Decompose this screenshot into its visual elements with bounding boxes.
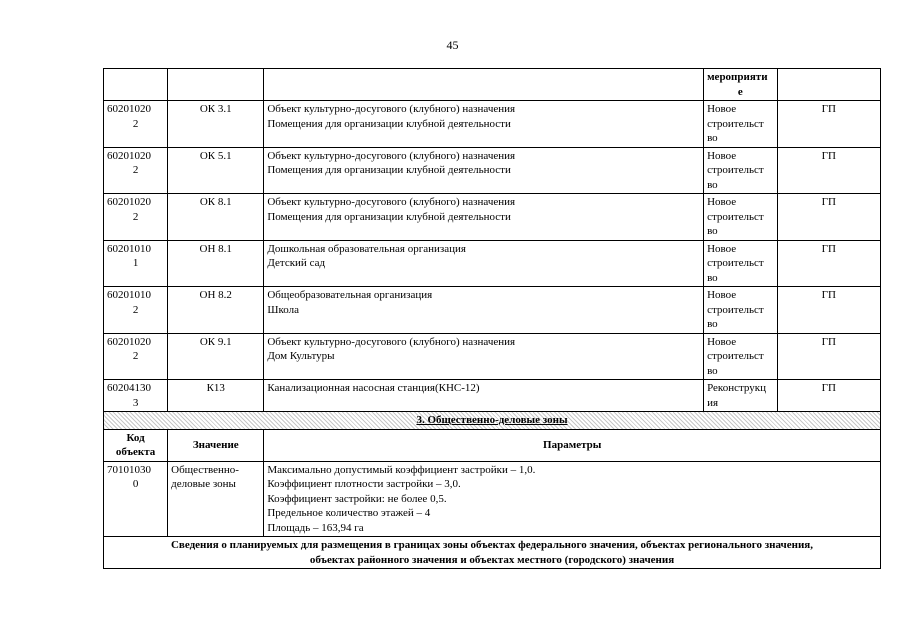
continuation-header-row	[104, 69, 881, 101]
header-cell-empty	[264, 69, 704, 101]
zone-params-header: Параметры	[264, 429, 881, 461]
header-cell-empty	[168, 69, 264, 101]
object-id-cell: К13	[168, 380, 264, 412]
object-name-cell: Объект культурно-досугового (клубного) назначения Дом Культуры	[264, 333, 704, 380]
table-row	[104, 333, 881, 380]
object-code-cell: 60201020 2	[104, 194, 168, 241]
object-code-cell: 60201020 2	[104, 101, 168, 148]
zone-row	[104, 461, 881, 537]
object-status-cell: Новое строительст во	[704, 287, 777, 334]
object-id-cell: ОК 8.1	[168, 194, 264, 241]
planning-table	[103, 68, 881, 569]
zone-code-cell: 70101030 0	[104, 461, 168, 537]
object-status-cell: Новое строительст во	[704, 101, 777, 148]
object-status-cell: Новое строительст во	[704, 147, 777, 194]
object-status-cell: Новое строительст во	[704, 194, 777, 241]
object-name-cell: Объект культурно-досугового (клубного) назначения Помещения для организации клубной деятельности	[264, 194, 704, 241]
zone-params-cell	[264, 461, 881, 537]
object-code-cell: 60204130 3	[104, 380, 168, 412]
table-row	[104, 194, 881, 241]
object-source-cell: ГП	[777, 147, 880, 194]
table-row	[104, 240, 881, 287]
object-source-cell: ГП	[777, 240, 880, 287]
object-id-cell: ОН 8.2	[168, 287, 264, 334]
object-id-cell: ОН 8.1	[168, 240, 264, 287]
table-row	[104, 147, 881, 194]
object-status-cell: Реконструкц ия	[704, 380, 777, 412]
object-status-cell: Новое строительст во	[704, 240, 777, 287]
object-id-cell: ОК 9.1	[168, 333, 264, 380]
zone-param-line: Площадь – 163,94 га	[267, 521, 364, 534]
object-name-cell: Общеобразовательная организация Школа	[264, 287, 704, 334]
object-source-cell: ГП	[777, 101, 880, 148]
object-name-cell: Объект культурно-досугового (клубного) назначения Помещения для организации клубной деятельности	[264, 101, 704, 148]
table-row	[104, 380, 881, 412]
table-row	[104, 101, 881, 148]
section-title-row	[104, 412, 881, 430]
header-cell-event: мероприяти е	[704, 69, 777, 101]
zone-param-line: Коэффициент плотности застройки – 3,0.	[267, 478, 461, 490]
object-name-cell: Объект культурно-досугового (клубного) назначения Помещения для организации клубной деятельности	[264, 147, 704, 194]
object-code-cell: 60201020 2	[104, 147, 168, 194]
zone-param-line: Максимально допустимый коэффициент застройки – 1,0.	[267, 463, 536, 476]
object-code-cell: 60201020 2	[104, 333, 168, 380]
object-id-cell: ОК 3.1	[168, 101, 264, 148]
object-id-cell: ОК 5.1	[168, 147, 264, 194]
object-name-cell: Дошкольная образовательная организация Детский сад	[264, 240, 704, 287]
header-cell-empty	[777, 69, 880, 101]
zone-param-line: Предельное количество этажей – 4	[267, 507, 431, 519]
zone-param-line: Коэффициент застройки: не более 0,5.	[267, 492, 447, 505]
page-number: 45	[446, 38, 459, 52]
table-row	[104, 287, 881, 334]
object-name-cell: Канализационная насосная станция(КНС-12)	[264, 380, 704, 412]
object-code-cell: 60201010 1	[104, 240, 168, 287]
footer-note-row	[104, 537, 881, 569]
section-title: 3. Общественно-деловые зоны	[104, 412, 881, 430]
footer-note: Сведения о планируемых для размещения в границах зоны объектах федерального значения, объектах регионального значения, объектах районного значения и объектах местного (городского) значения	[104, 537, 881, 569]
object-source-cell: ГП	[777, 287, 880, 334]
zone-header-row	[104, 429, 881, 461]
zone-meaning-cell: Общественно- деловые зоны	[168, 461, 264, 537]
zone-meaning-header: Значение	[168, 429, 264, 461]
object-source-cell: ГП	[777, 380, 880, 412]
object-source-cell: ГП	[777, 333, 880, 380]
object-source-cell: ГП	[777, 194, 880, 241]
header-cell-empty	[104, 69, 168, 101]
object-status-cell: Новое строительст во	[704, 333, 777, 380]
object-code-cell: 60201010 2	[104, 287, 168, 334]
zone-code-header: Код объекта	[104, 429, 168, 461]
